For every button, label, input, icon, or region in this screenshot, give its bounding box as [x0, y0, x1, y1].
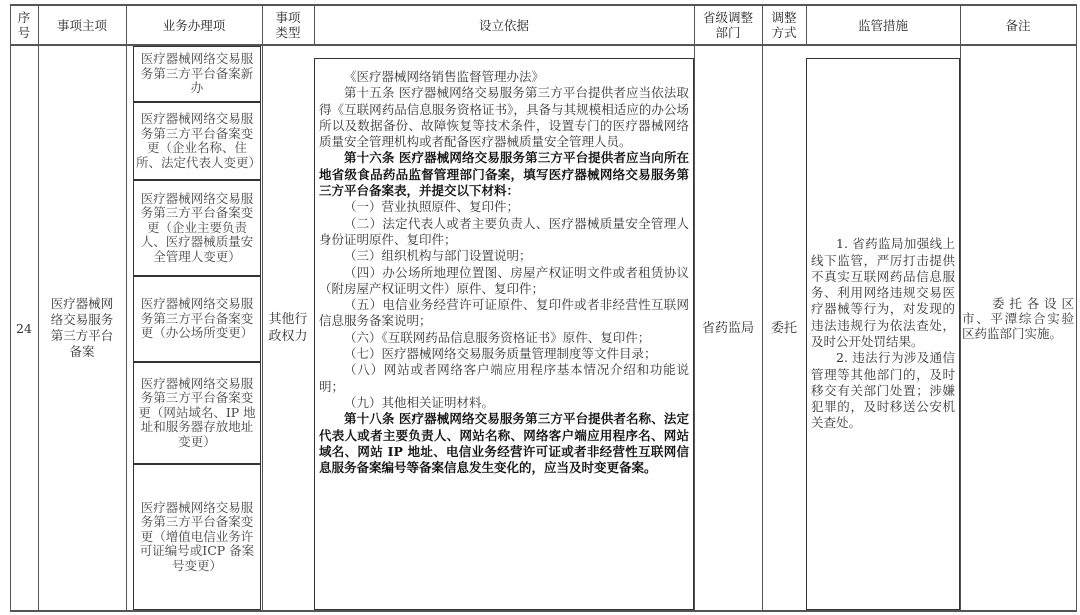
- grid-line: [38, 4, 39, 612]
- basis-title: 《医疗器械网络销售监督管理办法》: [344, 69, 545, 84]
- business-item-2: 医疗器械网络交易服务第三方平台备案变更（企业名称、住所、法定代表人变更）: [133, 102, 261, 180]
- basis-item: （六）《互联网药品信息服务资格证书》原件、复印件；: [344, 329, 651, 345]
- row-seq: 24: [16, 320, 32, 336]
- basis-article-16: 第十六条 医疗器械网络交易服务第三方平台提供者应当向所在地省级食品药品监督管理部门备案，填写医疗器械网络交易服务第三方平台备案表，并提交以下材料：: [319, 150, 689, 199]
- header-main-item: 事项主项: [38, 4, 126, 46]
- business-item-1: 医疗器械网络交易服务第三方平台备案新办: [133, 46, 261, 102]
- row-dept: 省药监局: [701, 320, 754, 336]
- basis-item: （七）医疗器械网络交易服务质量管理制度等文件目录；: [344, 346, 657, 362]
- row-method: 委托: [770, 320, 797, 336]
- basis-item: （九）其他相关证明材料。: [344, 394, 495, 410]
- header-item-type: 事项类型: [262, 4, 314, 46]
- header-method: 调整方式: [762, 4, 806, 46]
- supervision-measure-1: 1. 省药监局加强线上线下监管，严厉打击提供不真实互联网药品信息服务、利用网络违规交易医疗器械等行为，对发现的违法违规行为依法查处，及时公开处罚结果。: [811, 236, 955, 349]
- grid-line: [314, 4, 315, 46]
- business-item-4: 医疗器械网络交易服务第三方平台备案变更（办公场所变更）: [133, 276, 261, 362]
- header-seq: 序号: [10, 4, 38, 46]
- header-remarks: 备注: [960, 4, 1076, 46]
- header-business-item: 业务办理项: [126, 4, 262, 46]
- basis-item: （四）办公场所地理位置图、房屋产权证明文件或者租赁协议（附房屋产权证明文件）原件、复印件；: [319, 264, 689, 296]
- basis-article-18: 第十八条 医疗器械网络交易服务第三方平台提供者名称、法定代表人或者主要负责人、网站名称、网络客户端应用程序名、网站域名、网站 IP 地址、电信业务经营许可证或者非经营性互联网信息服务备案编号等备案信息发生变化的，应当及时变更备案。: [319, 411, 689, 476]
- business-item-5: 医疗器械网络交易服务第三方平台备案变更（网站域名、IP 地址和服务器存放地址变更）: [133, 362, 261, 464]
- row-item-type: 其他行政权力: [268, 312, 308, 344]
- table-bottom-border: [10, 610, 1076, 612]
- grid-line: [1076, 4, 1077, 612]
- basis-item: （八）网站或者网络客户端应用程序基本情况介绍和功能说明；: [319, 362, 689, 394]
- header-dept: 省级调整部门: [694, 4, 762, 46]
- supervision-measure-2: 2. 违法行为涉及通信管理等其他部门的，及时移交有关部门处置；涉嫌犯罪的，及时移送公安机关查处。: [811, 350, 955, 431]
- row-main-item: 医疗器械网络交易服务第三方平台备案: [50, 296, 114, 359]
- header-basis: 设立依据: [314, 4, 694, 46]
- row-basis: [314, 58, 694, 610]
- row-remarks: 委托各设区市、平潭综合实验区药监部门实施。: [962, 296, 1074, 341]
- grid-line: [960, 4, 961, 612]
- header-supervision: 监管措施: [806, 4, 960, 46]
- basis-item: （三）组织机构与部门设置说明；: [344, 248, 532, 264]
- basis-item: （五）电信业务经营许可证原件、复印件或者非经营性互联网信息服务备案说明；: [319, 297, 689, 329]
- basis-item: （一）营业执照原件、复印件；: [344, 199, 520, 215]
- grid-line: [126, 4, 127, 612]
- basis-article-15: 第十五条 医疗器械网络交易服务第三方平台提供者应当依法取得《互联网药品信息服务资格证书》，具备与其规模相适应的办公场所以及数据备份、故障恢复等技术条件，设置专门的医疗器械网络质量安全管理机构或者配备医疗器械质量安全管理人员。: [319, 85, 689, 150]
- business-item-3: 医疗器械网络交易服务第三方平台备案变更（企业主要负责人、医疗器械质量安全管理人变更）: [133, 180, 261, 276]
- grid-line: [806, 4, 807, 46]
- basis-item: （二）法定代表人或者主要负责人、医疗器械质量安全管理人身份证明原件、复印件；: [319, 215, 689, 247]
- row-supervision: [806, 58, 960, 610]
- business-item-6: 医疗器械网络交易服务第三方平台备案变更（增值电信业务许可证编号或ICP 备案号变更）: [133, 464, 261, 610]
